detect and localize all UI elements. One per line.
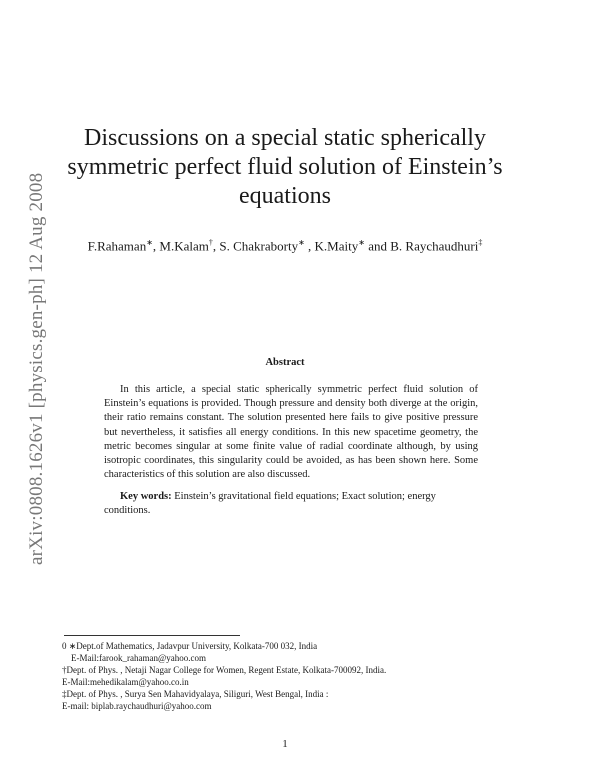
title-line: symmetric perfect fluid solution of Einstein’s xyxy=(67,154,503,180)
footnote-line: †Dept. of Phys. , Netaji Nagar College for Women, Regent Estate, Kolkata-700092, India. xyxy=(62,665,387,675)
title-line: equations xyxy=(239,183,331,209)
paper-title xyxy=(40,124,530,211)
author-mark: ∗ xyxy=(358,238,365,247)
author-mark: ‡ xyxy=(478,238,483,247)
keywords-label: Key words: xyxy=(120,491,172,502)
author-name: B. Raychaudhuri xyxy=(390,238,479,254)
footnote-line: ‡Dept. of Phys. , Surya Sen Mahavidyalaya, Siliguri, West Bengal, India : xyxy=(62,689,329,699)
footnote-line: E-Mail:mehedikalam@yahoo.co.in xyxy=(62,677,189,687)
author-list: F.Rahaman∗, M.Kalam†, S. Chakraborty∗ , K.Maity∗ and B. Raychaudhuri‡ xyxy=(87,238,483,254)
author-mark: ∗ xyxy=(298,238,305,247)
author-name: S. Chakraborty xyxy=(219,238,299,254)
footnote-line: E-mail: biplab.raychaudhuri@yahoo.com xyxy=(62,701,212,711)
page-number: 1 xyxy=(282,738,288,750)
author-name: F.Rahaman xyxy=(87,238,147,254)
author-name: K.Maity xyxy=(314,238,359,254)
abstract-heading: Abstract xyxy=(265,357,305,368)
footnote-line: 0 ∗Dept.of Mathematics, Jadavpur University, Kolkata-700 032, India xyxy=(62,641,318,651)
author-name: M.Kalam xyxy=(159,238,209,254)
footnote-line: E-Mail:farook_rahaman@yahoo.com xyxy=(71,653,206,663)
author-conjunction: and xyxy=(368,238,387,254)
keywords xyxy=(104,490,478,518)
abstract-body: In this article, a special static spherically symmetric perfect fluid solution of Einstein’s equations is provided. Though pressure and density both diverge at the origin, their ratio remains constant. The solution presented here fails to give positive pressure but nevertheless, it satisfies all energy conditions. In this new spacetime geometry, the metric becomes singular at some finite value of radial coordinate although, by using isotropic coordinates, this singularity could be avoided, as has been shown here. Some characteristics of this solution are also discussed. xyxy=(104,384,478,481)
author-mark: ∗ xyxy=(146,238,153,247)
title-line: Discussions on a special static spherically xyxy=(84,125,486,151)
author-mark: † xyxy=(208,238,213,247)
arxiv-identifier: arXiv:0808.1626v1 [physics.gen-ph] 12 Aug 2008 xyxy=(26,172,47,565)
keywords-text: Einstein’s gravitational field equations; Exact solution; energy conditions. xyxy=(104,491,436,517)
footnote-divider xyxy=(64,635,240,636)
footnotes xyxy=(62,640,502,712)
